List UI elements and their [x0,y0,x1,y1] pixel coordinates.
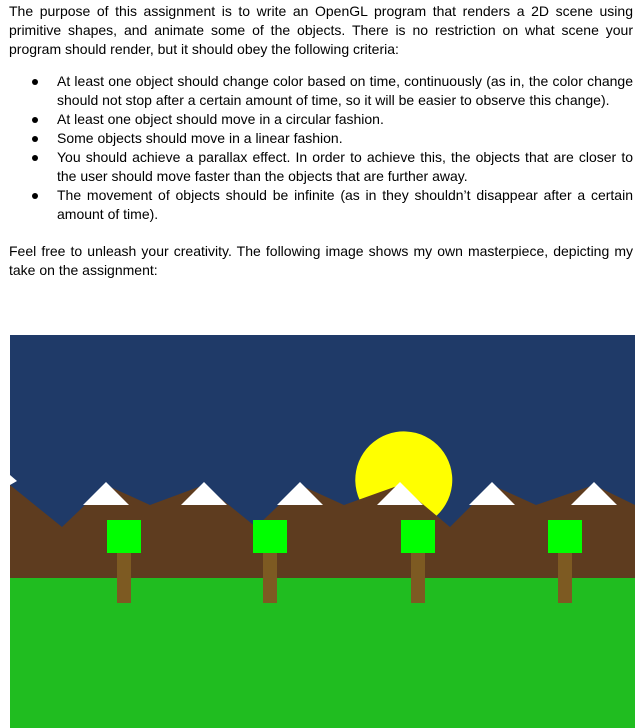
criteria-text: At least one object should move in a circular fashion. [57,111,384,127]
tree-trunk [263,553,277,603]
bullet-icon [32,155,38,161]
criteria-item [9,186,633,224]
document-body [9,2,633,280]
tree-trunk [558,553,572,603]
bullet-icon [32,136,38,142]
closing-paragraph: Feel free to unleash your creativity. The following image shows my own masterpiece, depicting my take on the assignment: [9,243,633,278]
criteria-item [9,129,633,148]
intro-paragraph: The purpose of this assignment is to write an OpenGL program that renders a 2D scene using primitive shapes, and animate some of the objects. There is no restriction on what scene your program should render, but it should obey the following criteria: [9,3,633,57]
criteria-text: Some objects should move in a linear fashion. [57,130,343,146]
criteria-list [9,72,633,224]
criteria-text: You should achieve a parallax effect. In order to achieve this, the objects that are closer to the user should move faster than the objects that are further away. [57,149,633,184]
criteria-item [9,72,633,110]
criteria-text: The movement of objects should be infinite (as in they shouldn’t disappear after a certain amount of time). [57,187,633,222]
bullet-icon [32,117,38,123]
criteria-item [9,148,633,186]
tree-top [253,520,287,553]
bullet-icon [32,79,38,85]
criteria-item [9,110,633,129]
criteria-text: At least one object should change color based on time, continuously (as in, the color change should not stop after a certain amount of time, so it will be easier to observe this change). [57,73,633,108]
tree-top [548,520,582,553]
tree-trunk [411,553,425,603]
tree-top [401,520,435,553]
tree-trunk [117,553,131,603]
tree-top [107,520,141,553]
scene-image [10,335,635,728]
bullet-icon [32,193,38,199]
grass [10,578,635,728]
